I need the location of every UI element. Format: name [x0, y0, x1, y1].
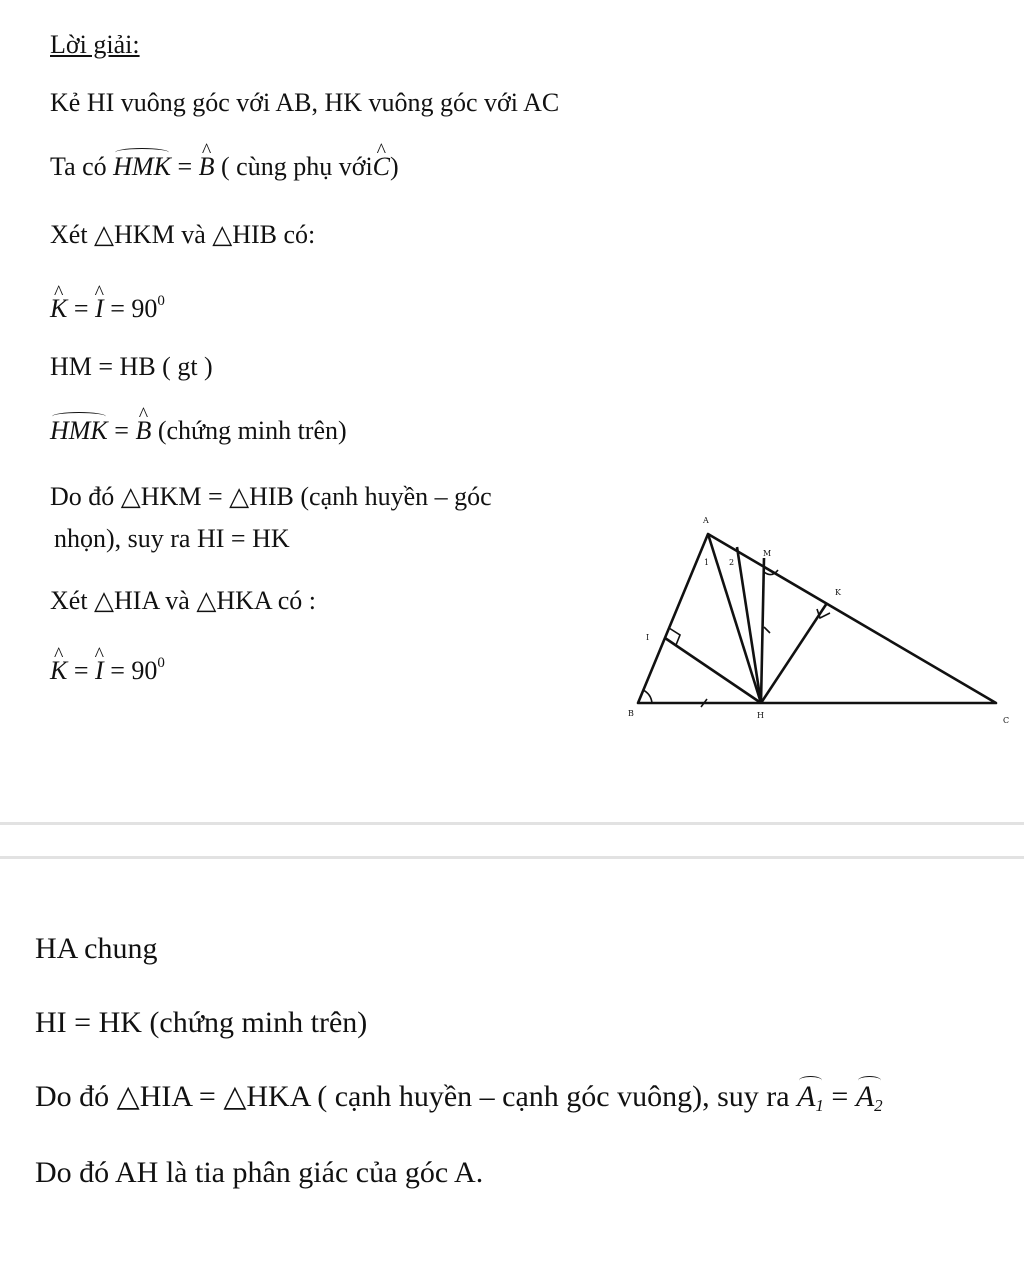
- label-h: H: [757, 711, 764, 720]
- step-right-angles-2: [50, 646, 165, 688]
- text-fragment: =: [831, 1080, 849, 1113]
- angle-b: ^ B: [199, 150, 215, 184]
- angle-c: ^ C: [373, 150, 390, 184]
- angle-a1: [797, 1078, 824, 1125]
- solution-heading: Lời giải:: [50, 30, 140, 59]
- angle-i: ^ I: [95, 292, 104, 326]
- angle-letter: A: [855, 1080, 875, 1113]
- step-hi-equals-hk-2: HI = HK (chứng minh trên): [35, 1006, 368, 1039]
- segment-hm-diagonal: [737, 547, 761, 703]
- angle-a2: [856, 1078, 883, 1125]
- tick-mark-hm: [764, 627, 770, 633]
- step-consider-triangles-hia-hka: Xét △HIA và △HKA có :: [50, 586, 317, 615]
- divider: [0, 856, 1024, 859]
- text-fragment: =: [177, 152, 193, 181]
- text-fragment: Do đó △HIA = △HKA ( cạnh huyền – cạnh góc vuông), suy ra: [35, 1080, 790, 1113]
- text-fragment: Ta có: [50, 152, 107, 181]
- step-hm-equals-hb: HM = HB ( gt ): [50, 352, 213, 381]
- angle-arc-b: [643, 690, 652, 703]
- label-i: I: [646, 633, 650, 642]
- text-fragment: ): [390, 152, 399, 181]
- step-ha-common: HA chung: [35, 932, 158, 965]
- step-conclusion-bisector: Do đó AH là tia phân giác của góc A.: [35, 1156, 484, 1189]
- subscript: 2: [874, 1096, 883, 1115]
- degree-mark: 0: [157, 293, 165, 309]
- text-fragment: ( cùng phụ với: [221, 152, 373, 181]
- text-fragment: (chứng minh trên): [157, 416, 347, 445]
- label-c: C: [1003, 716, 1010, 725]
- angle-b: ^ B: [135, 414, 151, 448]
- segment-hk: [761, 603, 827, 703]
- segment-hm: [761, 558, 764, 703]
- angle-letter: A: [797, 1080, 816, 1113]
- step-draw-perpendiculars: Kẻ HI vuông góc với AB, HK vuông góc với AC: [50, 88, 560, 117]
- angle-i: ^ I: [95, 654, 104, 688]
- label-angle-1: 1: [704, 558, 710, 567]
- text-fragment: = 90: [110, 656, 158, 685]
- step-hi-equals-hk: nhọn), suy ra HI = HK: [54, 524, 290, 553]
- text-fragment: =: [114, 416, 129, 445]
- step-right-angles-1: [50, 284, 165, 326]
- step-angle-hmk-equals-b: [50, 414, 347, 448]
- text-fragment: =: [73, 656, 89, 685]
- step-congruent-hia-hka: [35, 1078, 883, 1125]
- subscript: 1: [815, 1096, 824, 1115]
- step-congruent-hkm-hib: Do đó △HKM = △HIB (cạnh huyền – góc: [50, 482, 492, 511]
- segment-hi: [665, 638, 761, 703]
- angle-hmk: HMK: [113, 150, 171, 184]
- label-a: A: [703, 516, 709, 525]
- label-angle-2: 2: [729, 558, 735, 567]
- text-fragment: =: [73, 294, 89, 323]
- angle-k: ^ K: [50, 654, 67, 688]
- label-m: M: [763, 549, 772, 558]
- angle-k: ^ K: [50, 292, 67, 326]
- degree-mark: 0: [157, 655, 165, 671]
- label-k: K: [835, 588, 841, 597]
- step-consider-triangles-hkm-hib: Xét △HKM và △HIB có:: [50, 220, 316, 249]
- label-b: B: [628, 709, 634, 718]
- triangle-figure: [600, 505, 1024, 740]
- step-angle-equality: [50, 150, 399, 184]
- angle-hmk: HMK: [50, 414, 108, 448]
- divider: [0, 822, 1024, 825]
- text-fragment: = 90: [110, 294, 158, 323]
